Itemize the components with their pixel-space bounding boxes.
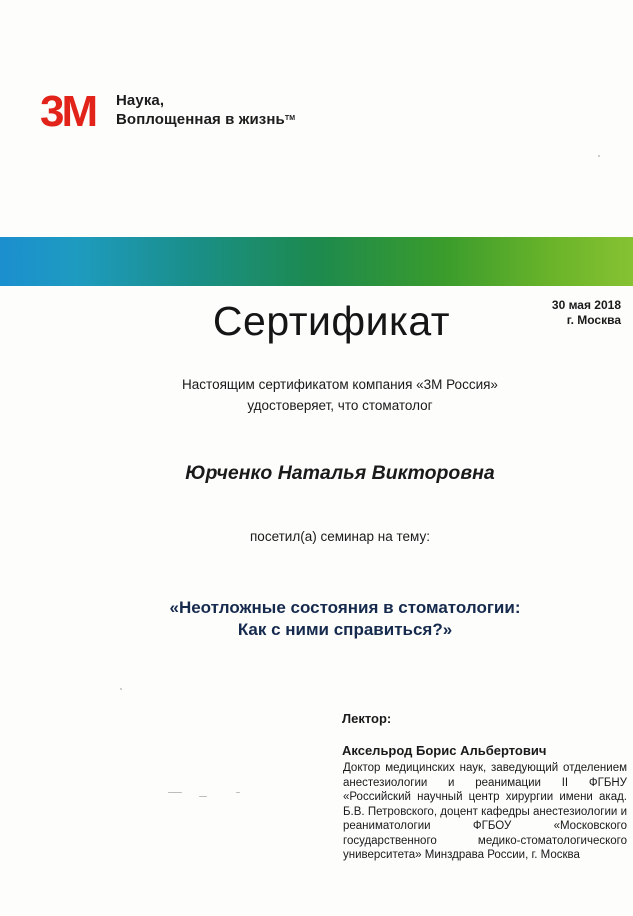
trademark-mark: TM: [284, 115, 296, 122]
certificate-place: г. Москва: [566, 313, 621, 327]
lector-description: Доктор медицинских наук, заведующий отделением анестезиологии и реанимации II ФГБНУ «Российский научный центр хирургии имени акад. Б.В. Петровского, доцент кафедры анестезиологии и реаниматологии ФГБОУ «Московского государственного медико-стоматологического университета» Минздрава России, г. Москва: [343, 762, 627, 861]
company-logo: [40, 88, 295, 132]
intro-line-1: Настоящим сертификатом компания «3М Россия»: [182, 377, 498, 392]
intro-line-2: удостоверяет, что стоматолог: [247, 398, 433, 413]
3m-logo-icon: [40, 88, 108, 132]
seminar-topic: [0, 597, 633, 641]
scan-speck: [598, 155, 600, 157]
scan-speck: [236, 792, 240, 793]
seminar-line-1: «Неотложные состояния в стоматологии:: [169, 598, 521, 617]
recipient-name: Юрченко Наталья Викторовна: [185, 462, 495, 484]
svg-text:3M: 3M: [40, 88, 96, 132]
lector-name: Аксельрод Борис Альбертович: [342, 743, 547, 758]
attended-text: посетил(а) семинар на тему:: [250, 529, 430, 544]
scan-speck: [120, 688, 122, 690]
scan-speck: [168, 792, 182, 793]
intro-text: [0, 374, 633, 416]
seminar-line-2: Как с ними справиться?»: [237, 620, 453, 639]
certificate-date: 30 мая 2018: [551, 298, 621, 312]
gradient-band: [0, 237, 633, 286]
company-tagline: [116, 91, 295, 129]
lector-label: Лектор:: [342, 711, 392, 726]
certificate-title: Сертификат: [212, 298, 451, 344]
tagline-line-1: Наука,: [116, 92, 165, 109]
scan-speck: [199, 796, 207, 797]
tagline-line-2: Воплощенная в жизнь™: [116, 111, 296, 128]
